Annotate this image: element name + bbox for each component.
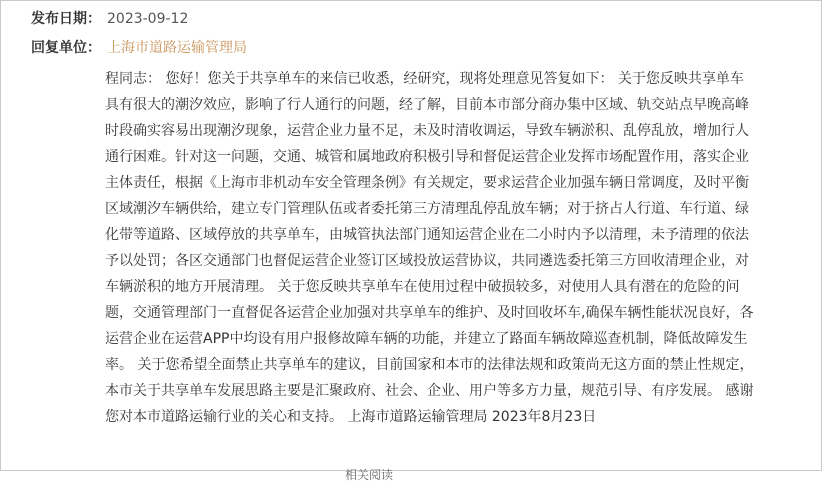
reply-unit-row: [31, 38, 247, 58]
body-line: 本市关于共享单车发展思路主要是汇聚政府、社会、企业、用户等多方力量，规范引导、有序发展。 感谢: [105, 383, 754, 399]
reply-body: [105, 66, 785, 430]
body-line: 化带等道路、区域停放的共享单车，由城管执法部门通知运营企业在二小时内予以清理，未予清理的依法: [105, 227, 749, 243]
body-line: 予以处罚；各区交通部门也督促运营企业签订区域投放运营协议，共同遴选委托第三方回收清理企业，对: [105, 253, 749, 269]
body-line: 率。 关于您希望全面禁止共享单车的建议，目前国家和本市的法律法规和政策尚无这方面的禁止性规定，: [105, 357, 754, 373]
body-line: 时段确实容易出现潮汐现象，运营企业力量不足，未及时清收调运，导致车辆淤积、乱停乱放，增加行人: [105, 123, 749, 139]
publish-date-label: 发布日期：: [31, 11, 101, 27]
body-line: 通行困难。针对这一问题，交通、城管和属地政府积极引导和督促运营企业发挥市场配置作用，落实企业: [105, 149, 749, 165]
body-line: 主体责任，根据《上海市非机动车安全管理条例》有关规定，要求运营企业加强车辆日常调度，及时平衡: [105, 175, 749, 191]
body-line: 运营企业在运营APP中均设有用户报修故障车辆的功能，并建立了路面车辆故障巡查机制，降低故障发生: [105, 331, 748, 347]
publish-date-row: [31, 9, 188, 29]
publish-date-value: 2023-09-12: [107, 11, 189, 27]
body-line: 题，交通管理部门一直督促各运营企业加强对共享单车的维护、及时回收坏车,确保车辆性能状况良好，各: [105, 305, 754, 321]
body-line: 车辆淤积的地方开展清理。 关于您反映共享单车在使用过程中破损较多，对使用人具有潜在的危险的问: [105, 279, 740, 295]
body-line: 您对本市道路运输行业的关心和支持。 上海市道路运输管理局 2023年8月23日: [105, 409, 597, 425]
body-line: 具有很大的潮汐效应，影响了行人通行的问题，经了解，目前本市部分商办集中区域、轨交站点早晚高峰: [105, 97, 749, 113]
reply-unit-link[interactable]: 上海市道路运输管理局: [107, 40, 247, 56]
cut-off-heading: 相关阅读: [345, 468, 394, 482]
reply-unit-label: 回复单位：: [31, 40, 101, 56]
body-line: 区域潮汐车辆供给，建立专门管理队伍或者委托第三方清理乱停乱放车辆；对于挤占人行道、车行道、绿: [105, 201, 749, 217]
body-line: 程同志： 您好！您关于共享单车的来信已收悉，经研究，现将处理意见答复如下： 关于您反映共享单车: [105, 71, 744, 87]
